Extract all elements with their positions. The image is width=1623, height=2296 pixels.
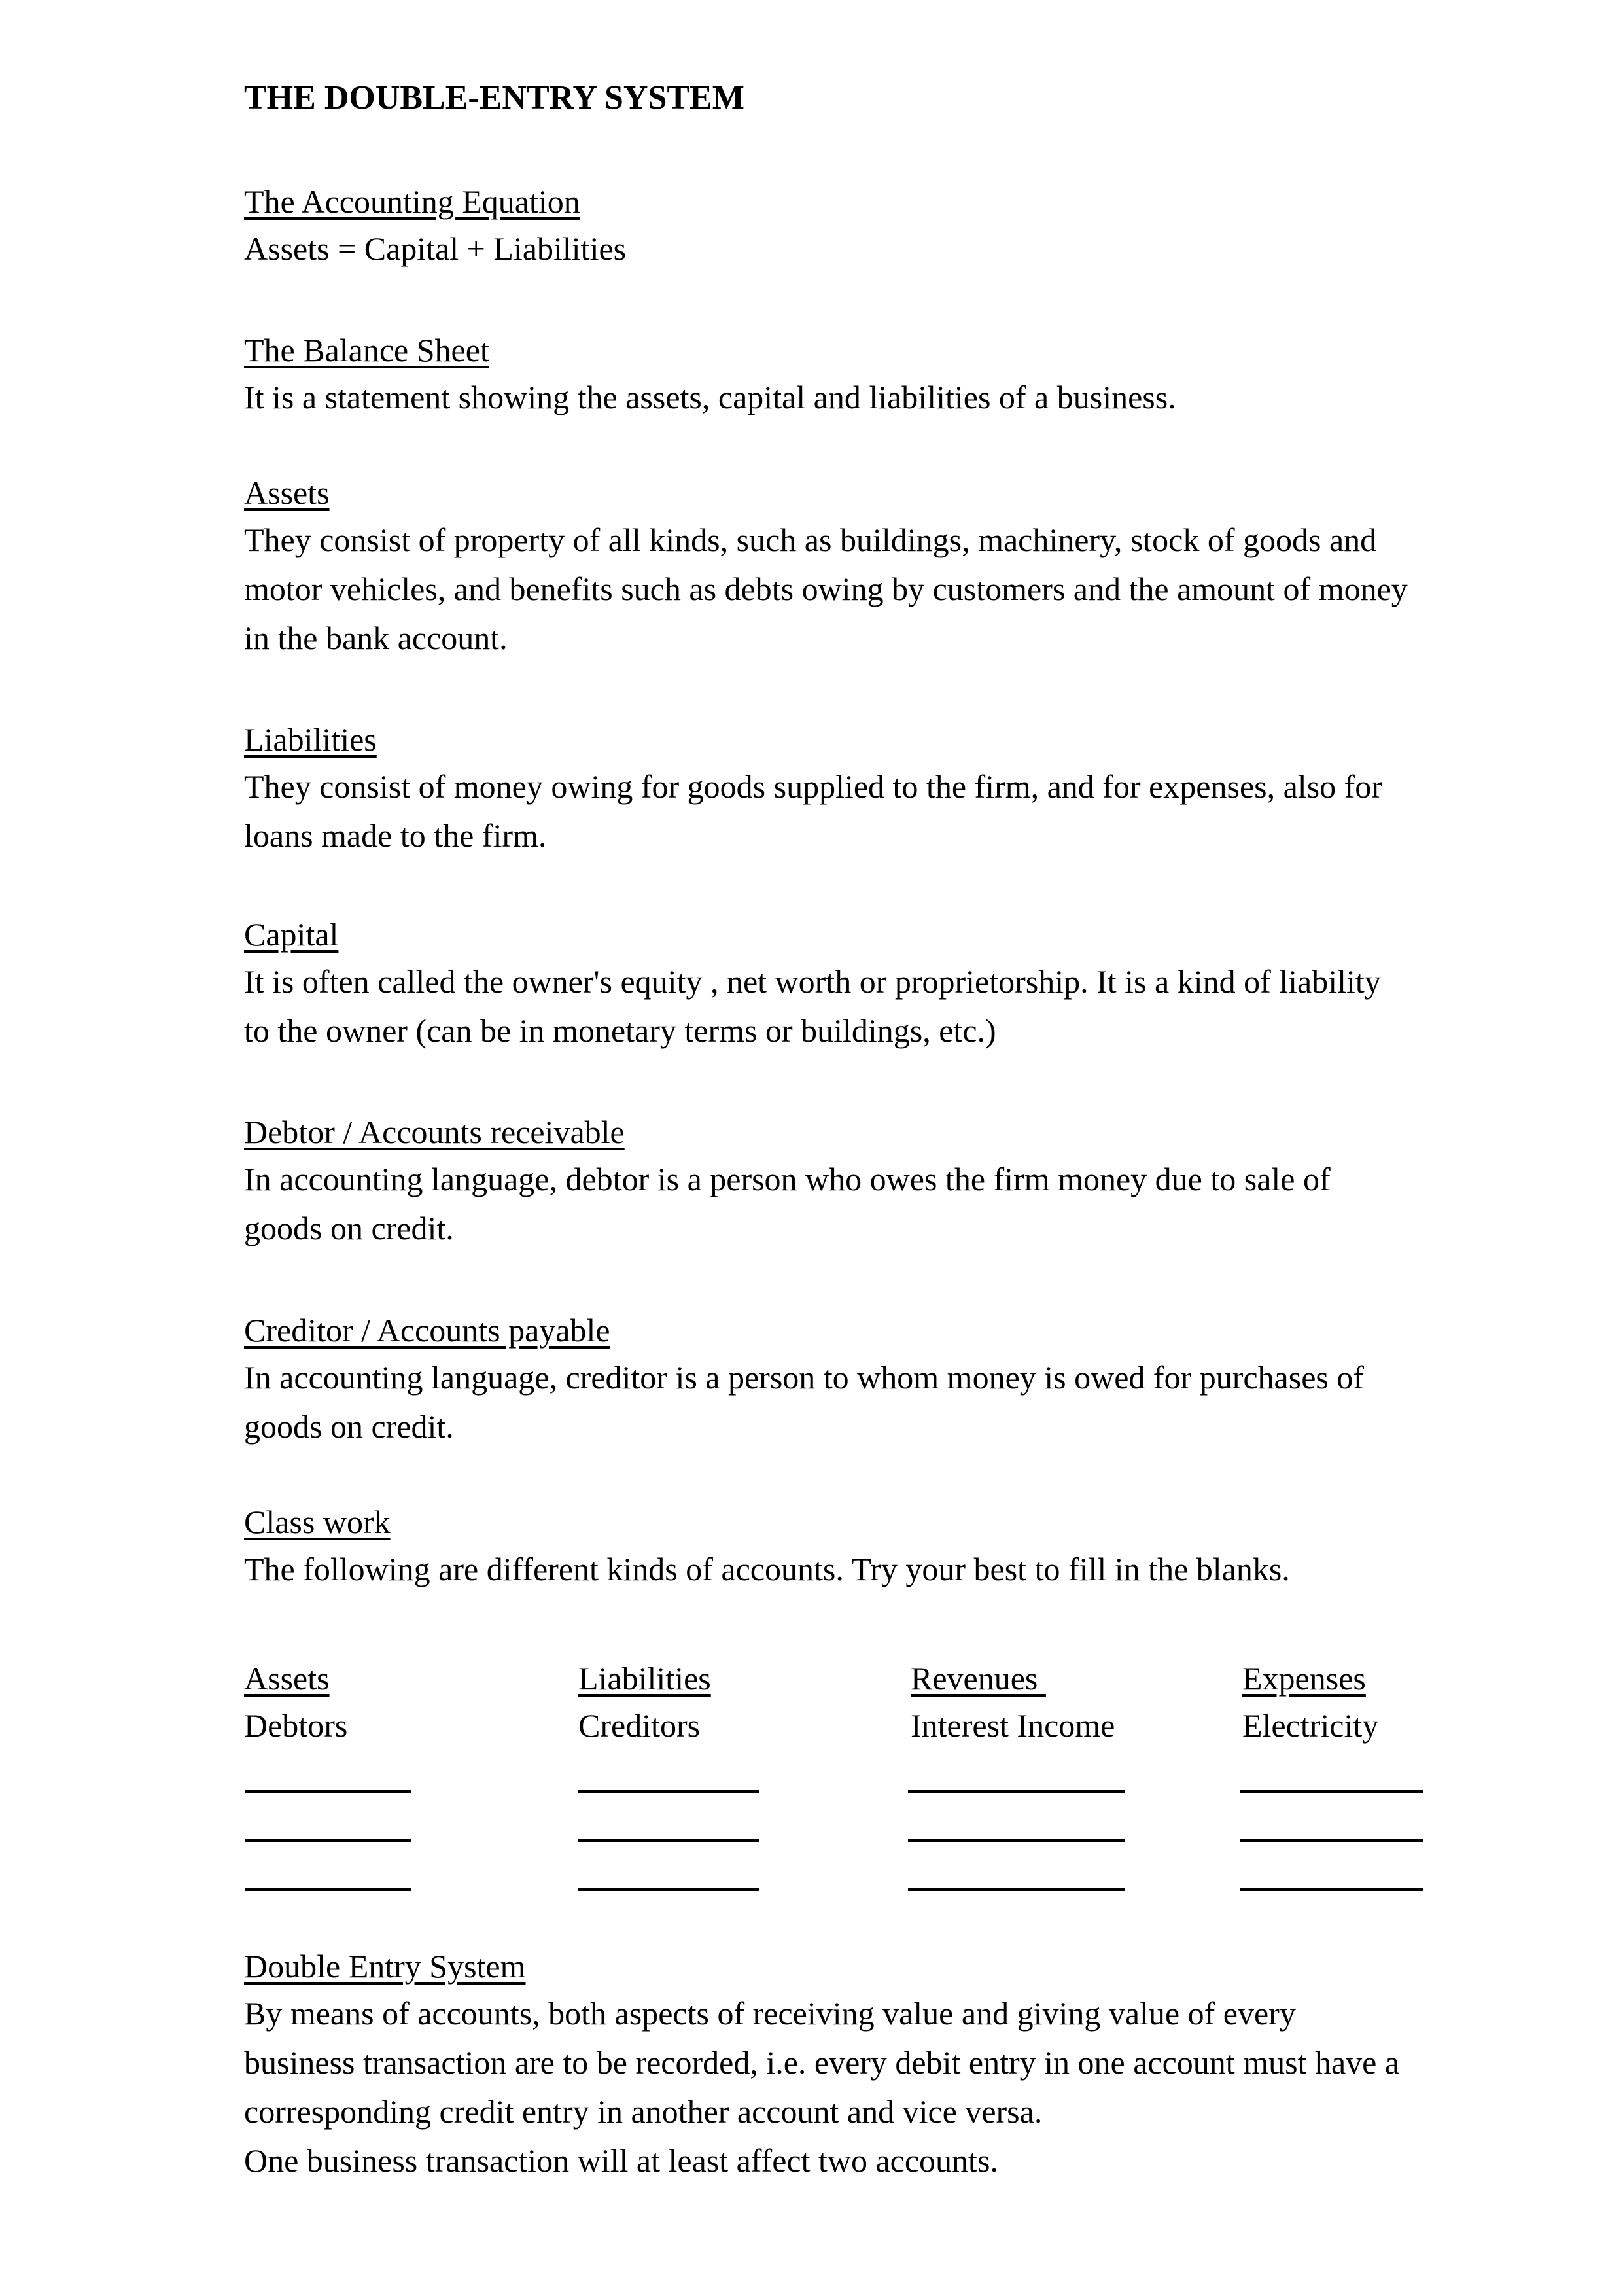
paragraph-line: By means of accounts, both aspects of receiving value and giving value of every [244, 1995, 1296, 2032]
paragraph-line: in the bank account. [244, 620, 508, 656]
section-creditor [244, 1307, 1364, 1451]
paragraph-line: loans made to the firm. [244, 817, 547, 854]
blank-fill-line [245, 1839, 411, 1842]
column-example: Debtors [244, 1707, 348, 1744]
section-heading: Creditor / Accounts payable [244, 1312, 610, 1349]
section-liabilities [244, 716, 1382, 860]
paragraph-line: business transaction are to be recorded, i.e. every debit entry in one account must have a [244, 2044, 1400, 2081]
paragraph-line: corresponding credit entry in another account and vice versa. [244, 2093, 1043, 2130]
paragraph-line: to the owner (can be in monetary terms or buildings, etc.) [244, 1012, 996, 1049]
paragraph-line: goods on credit. [244, 1210, 454, 1246]
blank-fill-line [578, 1888, 759, 1891]
blank-fill-line [578, 1839, 759, 1842]
table-column-expenses [1242, 1655, 1378, 1750]
section-double-entry-system [244, 1943, 1399, 2185]
blank-fill-line [908, 1888, 1125, 1891]
section-class-work [244, 1499, 1290, 1594]
table-column-assets [244, 1655, 347, 1750]
column-header: Liabilities [578, 1660, 711, 1697]
document-title: THE DOUBLE-ENTRY SYSTEM [244, 79, 744, 116]
section-heading: Debtor / Accounts receivable [244, 1114, 625, 1150]
section-heading: The Accounting Equation [244, 183, 580, 220]
section-heading: The Balance Sheet [244, 332, 489, 368]
column-example: Creditors [578, 1707, 701, 1744]
table-column-liabilities [578, 1655, 711, 1750]
section-capital [244, 911, 1381, 1055]
column-header: Expenses [1242, 1660, 1366, 1697]
section-accounting-equation [244, 179, 626, 274]
section-heading: Liabilities [244, 721, 377, 758]
paragraph-line: They consist of property of all kinds, such as buildings, machinery, stock of goods and [244, 521, 1377, 558]
section-heading: Assets [244, 474, 330, 511]
paragraph-line: goods on credit. [244, 1408, 454, 1445]
column-example: Electricity [1242, 1707, 1379, 1744]
blank-fill-line [908, 1839, 1125, 1842]
section-heading: Class work [244, 1504, 391, 1540]
section-heading: Capital [244, 916, 339, 953]
paragraph-line: In accounting language, debtor is a person who owes the firm money due to sale of [244, 1161, 1331, 1197]
section-heading: Double Entry System [244, 1948, 526, 1985]
section-balance-sheet [244, 327, 1176, 422]
blank-fill-line [245, 1888, 411, 1891]
blank-fill-line [1240, 1839, 1423, 1842]
paragraph-line: It is a statement showing the assets, capital and liabilities of a business. [244, 379, 1176, 415]
section-assets [244, 470, 1408, 663]
blank-fill-line [1240, 1790, 1423, 1793]
paragraph-line: One business transaction will at least affect two accounts. [244, 2142, 998, 2179]
blank-fill-line [245, 1790, 411, 1793]
paragraph-line: It is often called the owner's equity , net worth or proprietorship. It is a kind of liability [244, 963, 1381, 1000]
section-debtor [244, 1109, 1331, 1253]
paragraph-line: The following are different kinds of accounts. Try your best to fill in the blanks. [244, 1551, 1290, 1587]
blank-fill-line [908, 1790, 1125, 1793]
column-example: Interest Income [911, 1707, 1115, 1744]
table-column-revenues [911, 1655, 1115, 1750]
blank-fill-line [1240, 1888, 1423, 1891]
paragraph-line: In accounting language, creditor is a person to whom money is owed for purchases of [244, 1359, 1365, 1396]
column-header: Revenues [911, 1660, 1046, 1697]
paragraph-line: They consist of money owing for goods supplied to the firm, and for expenses, also for [244, 768, 1382, 805]
blank-fill-line [578, 1790, 759, 1793]
paragraph-line: motor vehicles, and benefits such as debts owing by customers and the amount of money [244, 571, 1408, 607]
paragraph-line: Assets = Capital + Liabilities [244, 230, 627, 267]
column-header: Assets [244, 1660, 330, 1697]
